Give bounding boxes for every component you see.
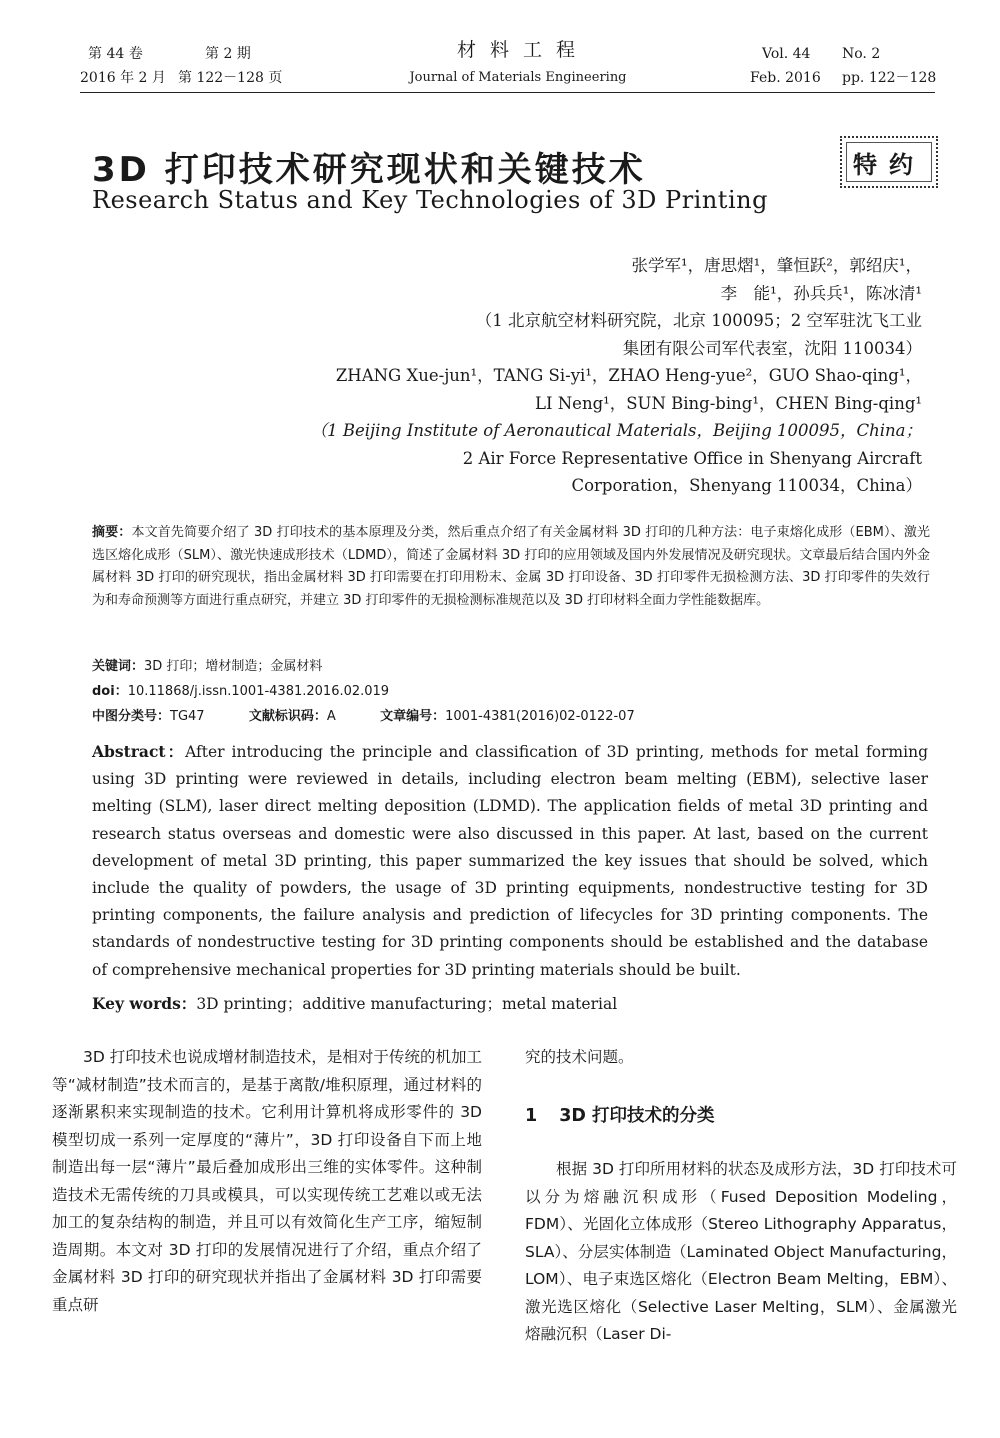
header-journal-zh: 材 料 工 程 (456, 39, 580, 61)
badge-label: 特约 (853, 150, 925, 179)
affiliation-zh-line1: （1 北京航空材料研究院，北京 100095；2 空军驻沈飞工业 (475, 311, 922, 330)
doi-label: doi： (92, 684, 128, 699)
affiliation-en-line3: Corporation，Shenyang 110034，China） (571, 476, 922, 495)
classification-line (92, 705, 635, 724)
header-journal-en: Journal of Materials Engineering (409, 70, 627, 85)
affiliation-zh-line2: 集团有限公司军代表室，沈阳 110034） (622, 338, 922, 358)
body-intro-continuation: 究的技术问题。 (525, 1048, 634, 1066)
keywords-zh (92, 655, 322, 674)
paper-title-en: Research Status and Key Technologies of 3D Printing (92, 186, 768, 214)
affiliation-en-line1: （1 Beijing Institute of Aeronautical Materials，Beijing 100095，China； (310, 421, 922, 440)
abstract-en-text: After introducing the principle and classification of 3D printing, methods for metal forming using 3D printing were reviewed in details, including electron beam melting (EBM), selective laser melting (SLM), laser direct melting deposition (LDMD). The application fields of metal 3D printing and research status overseas and domestic were also discussed in this paper. At last, based on the current development of metal 3D printing, this paper summarized the key issues that should be solved, which include the quality of powders, the usage of 3D printing equipments, nondestructive testing for 3D printing components, the failure analysis and prediction of lifecycles for 3D printing components. The standards of nondestructive testing for 3D printing components should be established and the database of comprehensive mechanical properties for 3D printing materials should be built. (92, 743, 928, 979)
abstract-en-label: Abstract： (92, 742, 186, 761)
section-paragraph: 根据 3D 打印所用材料的状态及成形方法，3D 打印技术可以分为熔融沉积成形（Fused Deposition Modeling，FDM）、光固化立体成形（Stereo Lithography Apparatus，SLA）、分层实体制造（Laminated Object Manufacturing，LOM）、电子束选区熔化（Electron Beam Melting，EBM）、激光选区熔化（Selective Laser Melting，SLM）、金属激光熔融沉积（Laser Di- (525, 1160, 957, 1343)
keywords-zh-text: 3D 打印；增材制造；金属材料 (144, 659, 323, 674)
abstract-zh-label: 摘要： (92, 525, 132, 540)
special-invitation-badge (840, 136, 938, 188)
header-date-en: Feb. 2016 (750, 70, 821, 86)
author-block (282, 252, 922, 500)
keywords-en-text: 3D printing；additive manufacturing；metal material (196, 995, 618, 1013)
keywords-en-label: Key words： (92, 994, 197, 1013)
authors-en-line2: LI Neng¹，SUN Bing-bing¹，CHEN Bing-qing¹ (535, 393, 922, 413)
affiliation-en-line2: 2 Air Force Representative Office in Shenyang Aircraft (462, 448, 922, 468)
header-issue-zh: 第 2 期 (205, 46, 251, 62)
section-number: 1 (525, 1106, 538, 1126)
section-heading (525, 1102, 736, 1127)
article-no-label: 文章编号： (380, 709, 446, 724)
doi (92, 680, 389, 699)
abstract-zh-text: 本文首先简要介绍了 3D 打印技术的基本原理及分类，然后重点介绍了有关金属材料 3D 打印的几种方法：电子束熔化成形（EBM）、激光选区熔化成形（SLM）、激光快速成形技术（LDMD），简述了金属材料 3D 打印的应用领域及国内外发展情况及研究现状。文章最后结合国内外金属材料 3D 打印的研究现状，指出金属材料 3D 打印需要在打印用粉末、金属 3D 打印设备、3D 打印零件无损检测方法、3D 打印零件的失效行为和寿命预测等方面进行重点研究，并建立 3D 打印零件的无损检测标准规范以及 3D 打印材料全面力学性能数据库。 (92, 525, 930, 608)
doc-code-label: 文献标识码： (248, 709, 327, 724)
header-volume-zh: 第 44 卷 (88, 46, 143, 62)
abstract-zh (92, 522, 930, 612)
keywords-en (92, 992, 617, 1014)
header-pages-en: pp. 122－128 (842, 70, 937, 86)
authors-zh-line1: 张学军¹，唐思熠¹，肇恒跃²，郭绍庆¹， (631, 256, 922, 275)
header-rule (80, 92, 935, 93)
doc-code-value: A (326, 709, 336, 724)
clc-label: 中图分类号： (92, 709, 171, 724)
paper-title-zh: 3D 打印技术研究现状和关键技术 (92, 150, 646, 190)
body-intro-paragraph: 3D 打印技术也说成增材制造技术，是相对于传统的机加工等“减材制造”技术而言的，是基于离散/堆积原理，通过材料的逐渐累积来实现制造的技术。它利用计算机将成形零件的 3D 模型切成一系列一定厚度的“薄片”，3D 打印设备自下而上地制造出每一层“薄片”最后叠加成形出三维的实体零件。这种制造技术无需传统的刀具或模具，可以实现传统工艺难以或无法加工的复杂结构的制造，并且可以有效简化生产工序，缩短制造周期。本文对 3D 打印的发展情况进行了介绍，重点介绍了金属材料 3D 打印的研究现状并指出了金属材料 3D 打印需要重点研 (52, 1048, 482, 1314)
article-no-value: 1001-4381(2016)02-0122-07 (445, 709, 635, 724)
authors-en-line1: ZHANG Xue-jun¹，TANG Si-yi¹，ZHAO Heng-yue²，GUO Shao-qing¹， (335, 366, 922, 385)
doi-value: 10.11868/j.issn.1001-4381.2016.02.019 (127, 684, 390, 699)
section-title: 3D 打印技术的分类 (559, 1106, 715, 1126)
header-date-zh: 2016 年 2 月 (80, 70, 166, 86)
abstract-en (92, 738, 928, 984)
header-volume-en: Vol. 44 (762, 46, 811, 62)
keywords-zh-label: 关键词： (92, 659, 145, 674)
clc-value: TG47 (170, 709, 205, 724)
header-number-en: No. 2 (842, 46, 881, 62)
header-pages-zh: 第 122－128 页 (178, 70, 283, 86)
authors-zh-line2: 李 能¹，孙兵兵¹，陈冰清¹ (720, 283, 922, 303)
